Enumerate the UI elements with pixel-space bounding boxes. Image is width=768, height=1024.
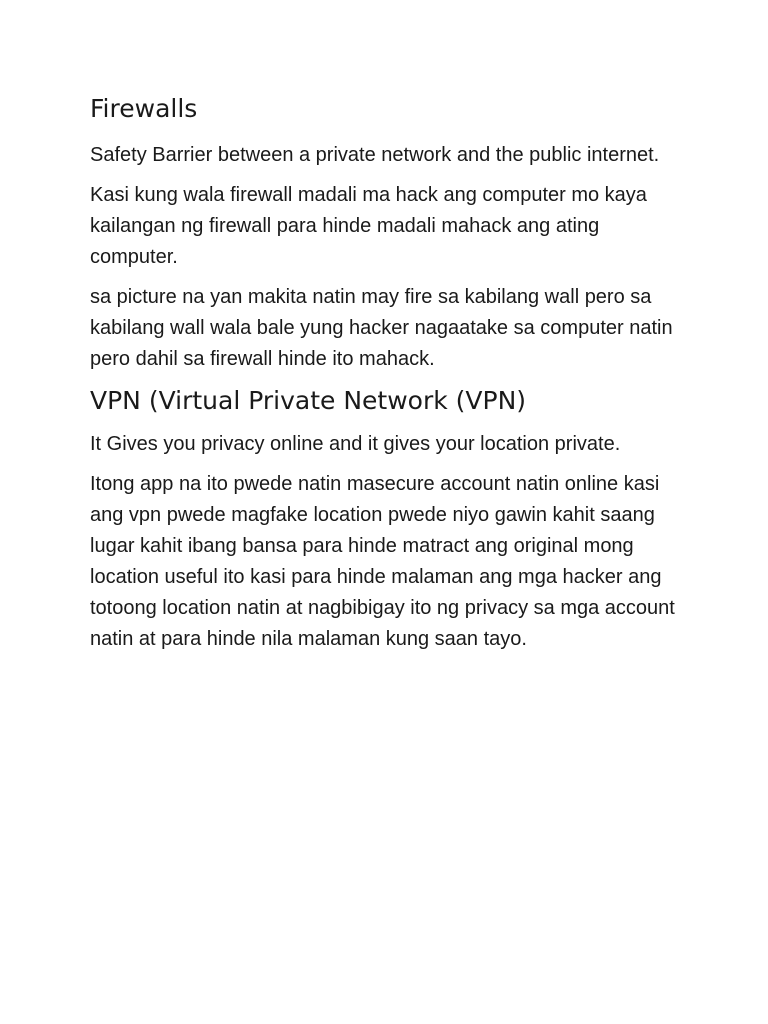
- firewall-picture-paragraph: sa picture na yan makita natin may fire sa kabilang wall pero sa kabilang wall wala bale yung hacker nagaatake sa computer natin pero dahil sa firewall hinde ito mahack.: [90, 286, 673, 370]
- heading-firewalls: Firewalls: [90, 94, 198, 123]
- firewall-definition-paragraph: Safety Barrier between a private network and the public internet.: [90, 144, 660, 166]
- vpn-definition-paragraph: It Gives you privacy online and it gives your location private.: [90, 433, 621, 455]
- vpn-explanation-paragraph: Itong app na ito pwede natin masecure account natin online kasi ang vpn pwede magfake location pwede niyo gawin kahit saang lugar kahit ibang bansa para hinde matract ang original mong location useful ito kasi para hinde malaman ang mga hacker ang totoong location natin at nagbibigay ito ng privacy sa mga account natin at para hinde nila malaman kung saan tayo.: [90, 473, 675, 650]
- heading-vpn: VPN (Virtual Private Network (VPN): [90, 386, 527, 415]
- firewall-explanation-paragraph: Kasi kung wala firewall madali ma hack ang computer mo kaya kailangan ng firewall para hinde madali mahack ang ating computer.: [90, 184, 647, 268]
- document-body: [90, 92, 680, 664]
